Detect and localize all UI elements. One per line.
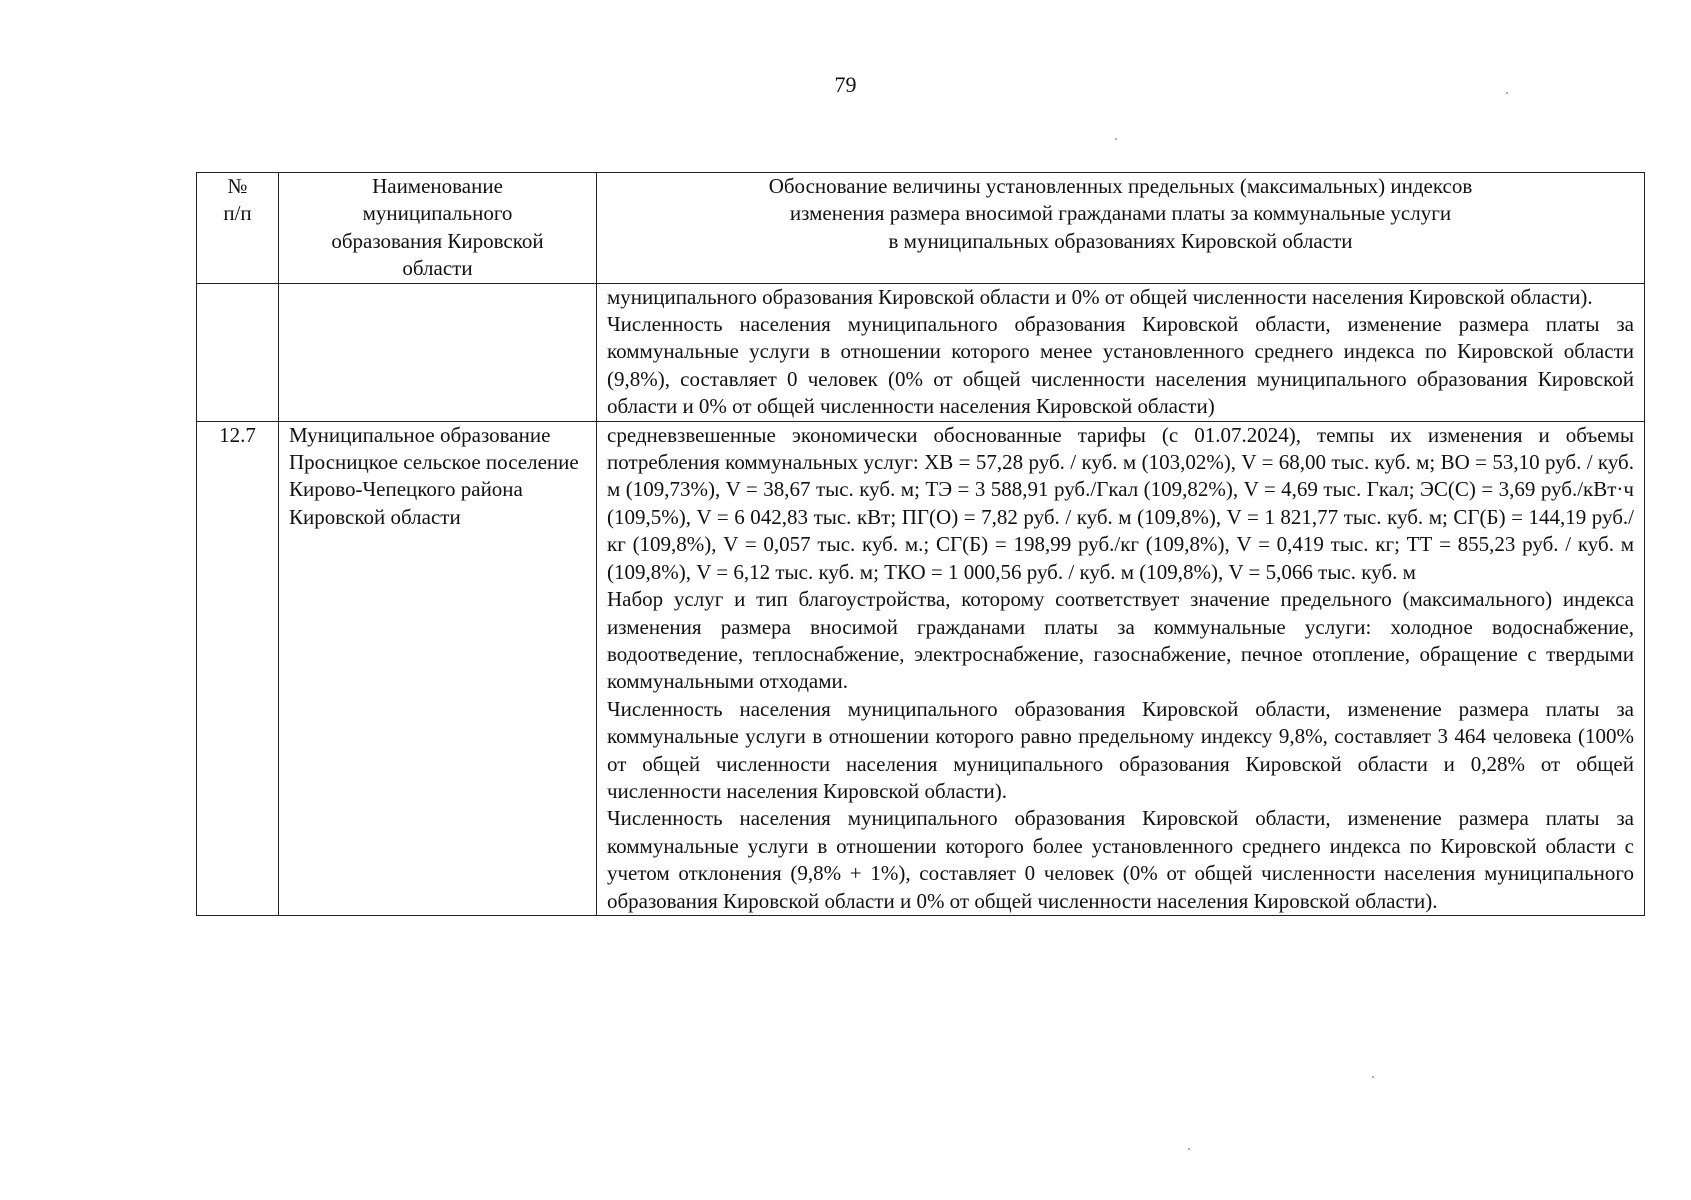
tariff-index-table — [196, 172, 1645, 916]
justification-paragraph: муниципального образования Кировской области и 0% от общей численности населения Кировской области). — [607, 284, 1593, 309]
row-justification — [597, 421, 1645, 915]
scan-speck — [1506, 92, 1508, 94]
header-justification — [597, 173, 1645, 284]
header-justification-line: изменения размера вносимой гражданами платы за коммунальные услуги — [789, 201, 1452, 226]
table-row — [197, 421, 1645, 915]
header-municipality-name — [279, 173, 597, 284]
table-row — [197, 283, 1645, 421]
row-justification — [597, 283, 1645, 421]
header-justification-line: в муниципальных образованиях Кировской области — [888, 228, 1353, 253]
scan-speck — [1188, 1148, 1190, 1150]
header-name-line: области — [402, 256, 473, 281]
scan-speck — [1372, 1076, 1374, 1078]
header-name-line: муниципального — [362, 201, 513, 226]
header-name-line: образования Кировской — [331, 228, 544, 253]
row-municipality-name: Муниципальное образование Просницкое сельское поселение Кирово-Чепецкого района Кировской области — [279, 421, 597, 915]
row-number: 12.7 — [197, 421, 279, 915]
header-name-line: Наименование — [372, 174, 503, 198]
row-number — [197, 283, 279, 421]
page-number: 79 — [834, 72, 857, 97]
row-municipality-name — [279, 283, 597, 421]
justification-paragraph: Набор услуг и тип благоустройства, которому соответствует значение предельного (максимального) индекса изменения размера вносимой гражданами платы за коммунальные услуги: холодное водоснабжение, водоотведение, теплоснабжение, электроснабжение, газоснабжение, печное отопление, обращение с твердыми коммунальными отходами. — [607, 587, 1634, 694]
justification-paragraph: Численность населения муниципального образования Кировской области, изменение размера платы за коммунальные услуги в отношении которого равно предельному индексу 9,8%, составляет 3 464 человека (100% от общей численности населения муниципального образования Кировской области и 0,28% от общей численности населения Кировской области). — [607, 696, 1634, 803]
scan-speck — [1115, 138, 1117, 140]
header-number-line: № — [227, 174, 248, 198]
header-number — [197, 173, 279, 284]
justification-paragraph: Численность населения муниципального образования Кировской области, изменение размера платы за коммунальные услуги в отношении которого более установленного среднего индекса по Кировской области с учетом отклонения (9,8% + 1%), составляет 0 человек (0% от общей численности населения муниципального образования Кировской области и 0% от общей численности населения Кировской области). — [607, 806, 1634, 913]
justification-paragraph: средневзвешенные экономически обоснованные тарифы (с 01.07.2024), темпы их изменения и объемы потребления коммунальных услуг: ХВ = 57,28 руб. / куб. м (103,02%), V = 68,00 тыс. куб. м; ВО = 53,10 руб. / куб. м (109,73%), V = 38,67 тыс. куб. м; ТЭ = 3 588,91 руб./Гкал (109,82%), V = 4,69 тыс. Гкал; ЭС(С) = 3,69 руб./кВт·ч (109,5%), V = 6 042,83 тыс. кВт; ПГ(О) = 7,82 руб. / куб. м (109,8%), V = 1 821,77 тыс. куб. м; СГ(Б) = 144,19 руб./кг (109,8%), V = 0,057 тыс. куб. м.; СГ(Б) = 198,99 руб./кг (109,8%), V = 0,419 тыс. кг; ТТ = 855,23 руб. / куб. м (109,8%), V = 6,12 тыс. куб. м; ТКО = 1 000,56 руб. / куб. м (109,8%), V = 5,066 тыс. куб. м — [607, 422, 1634, 584]
table-header-row — [197, 173, 1645, 284]
header-justification-line: Обоснование величины установленных предельных (максимальных) индексов — [768, 174, 1473, 198]
header-number-line: п/п — [223, 201, 252, 226]
justification-paragraph: Численность населения муниципального образования Кировской области, изменение размера платы за коммунальные услуги в отношении которого менее установленного среднего индекса по Кировской области (9,8%), составляет 0 человек (0% от общей численности населения муниципального образования Кировской области и 0% от общей численности населения Кировской области) — [607, 312, 1634, 419]
